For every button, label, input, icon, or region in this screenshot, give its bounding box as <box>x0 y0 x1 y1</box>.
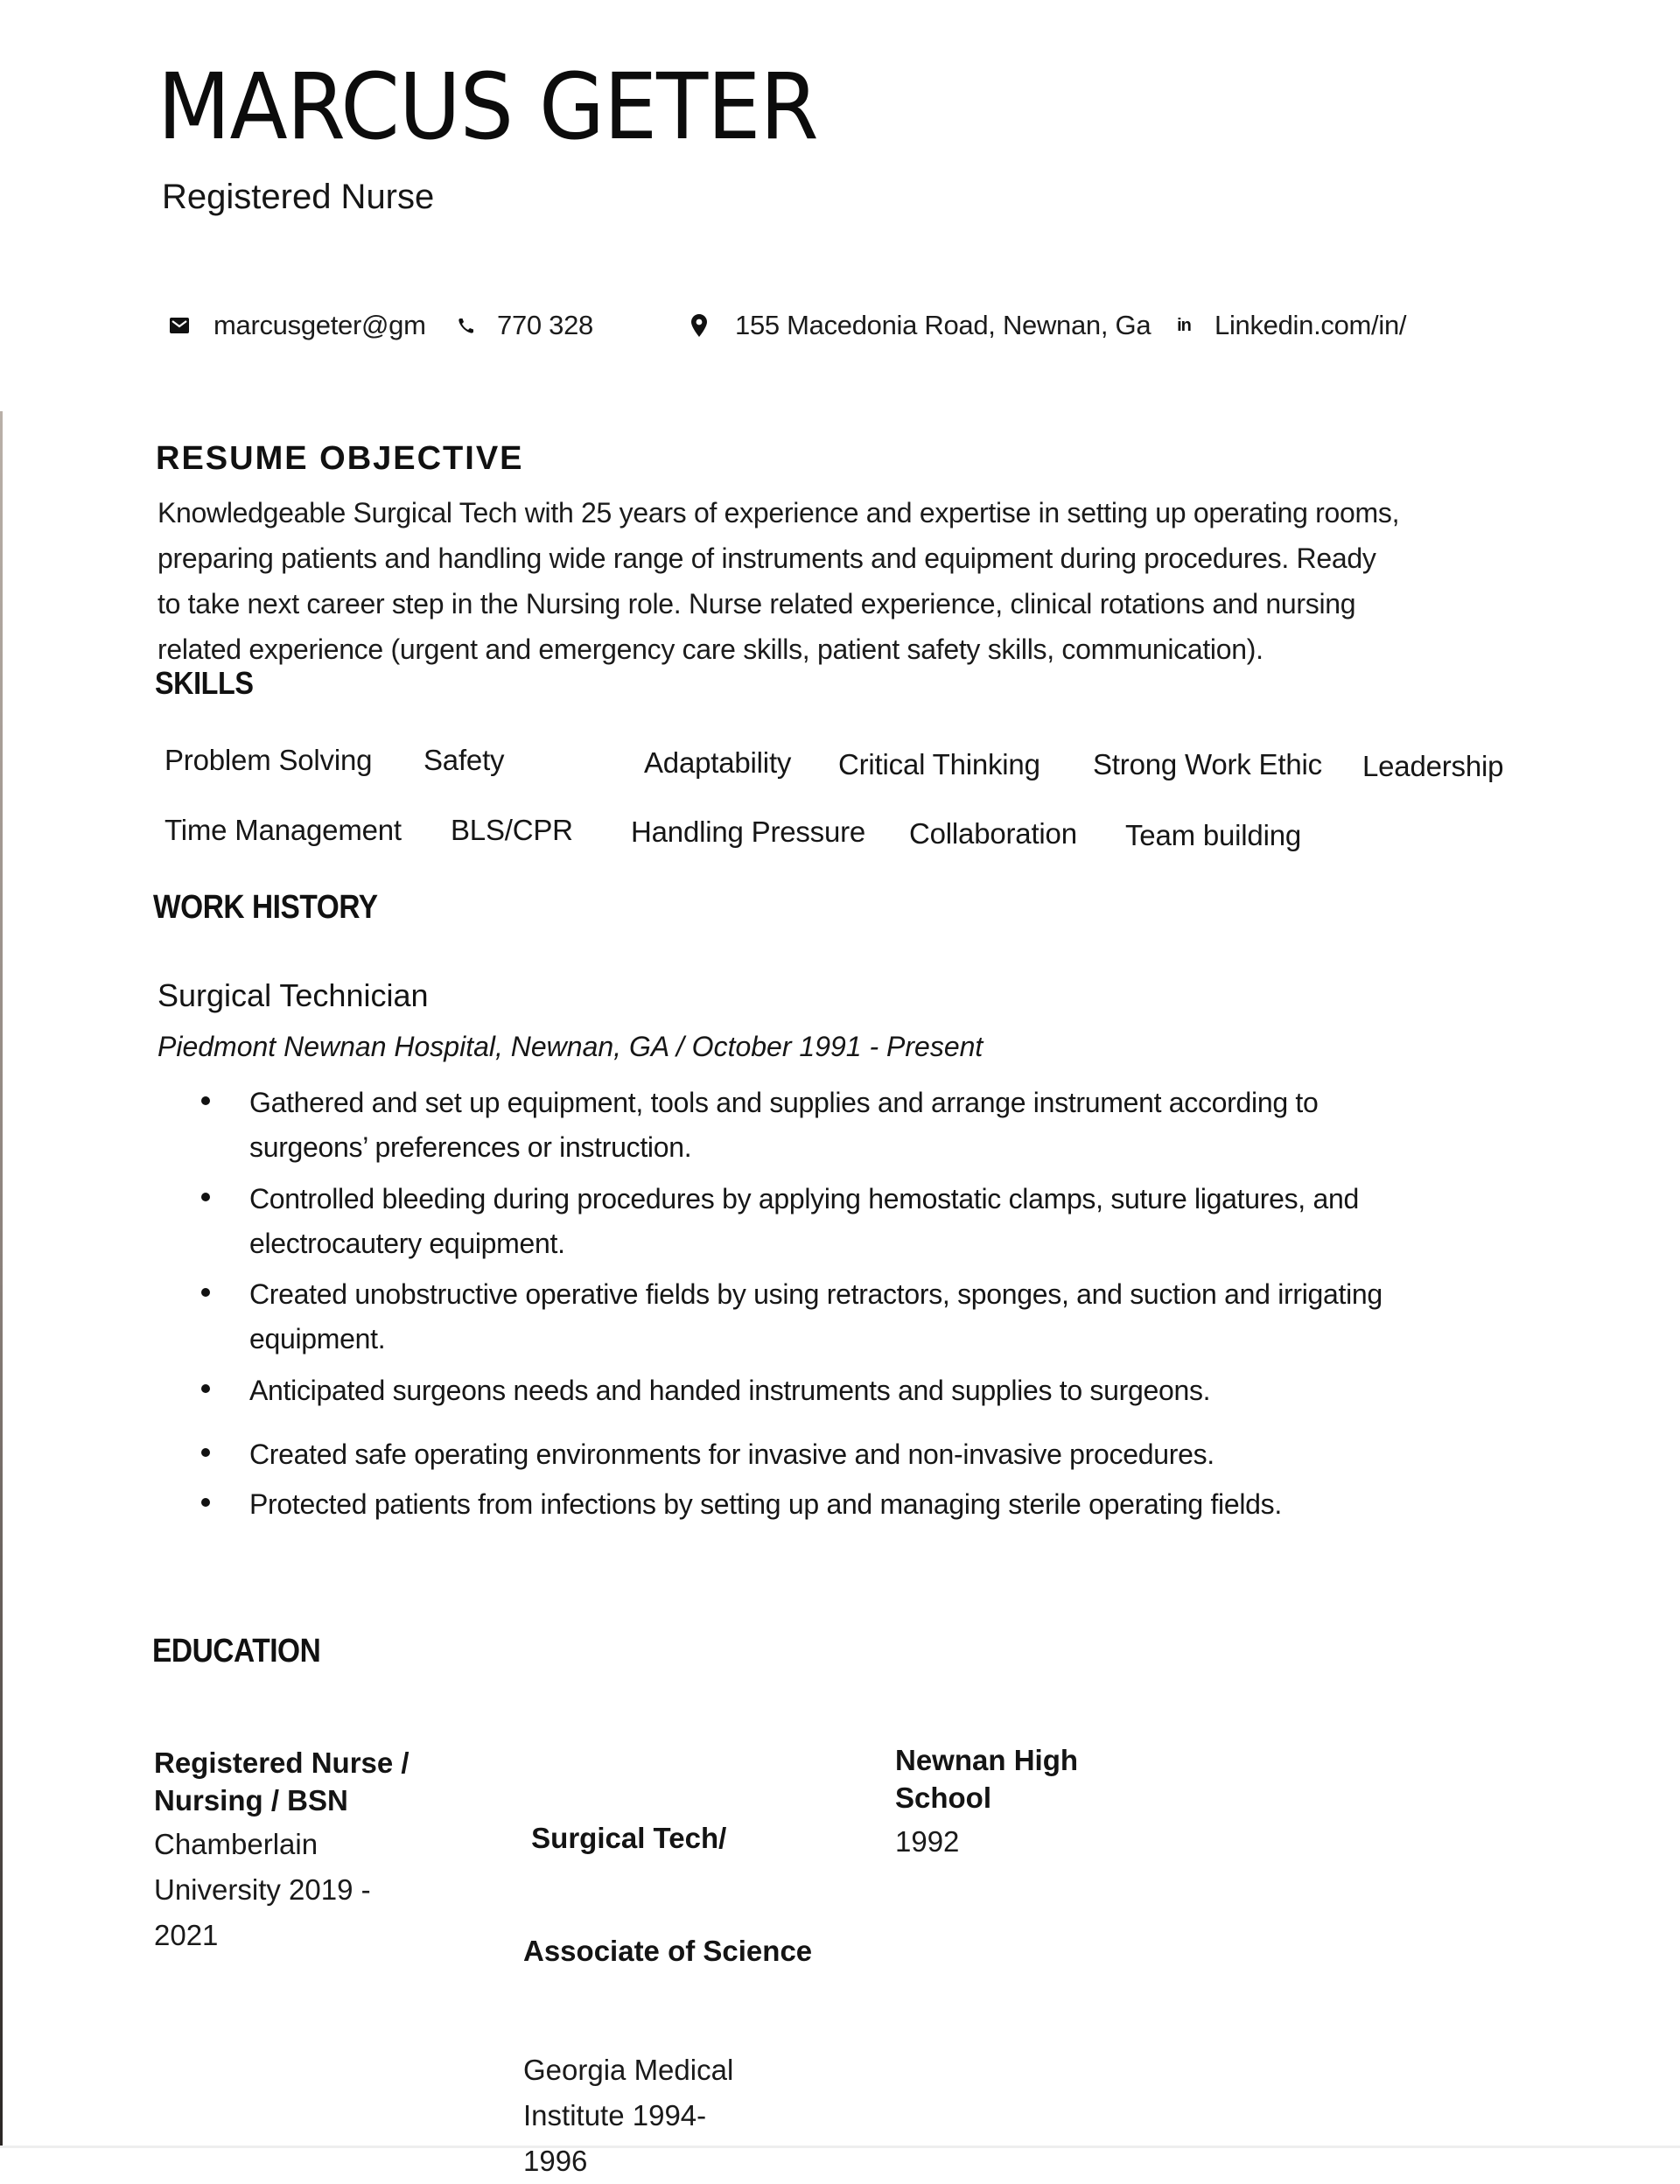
bullet-icon <box>201 1384 210 1393</box>
skills-heading: SKILLS <box>155 665 254 701</box>
bullet-line: Anticipated surgeons needs and handed instruments and supplies to surgeons. <box>249 1375 1211 1406</box>
skill-item: Leadership <box>1362 750 1504 782</box>
bullet-icon <box>201 1096 210 1105</box>
skill-item: Problem Solving <box>164 744 373 776</box>
bullet-line: Created safe operating environments for invasive and non-invasive procedures. <box>249 1438 1214 1470</box>
bullet-line: Controlled bleeding during procedures by applying hemostatic clamps, suture ligatures, and <box>249 1183 1359 1214</box>
education-degree <box>154 1744 486 1819</box>
degree-line: Associate of Science <box>523 1935 813 1967</box>
education-degree <box>895 1741 1228 1816</box>
education-school <box>154 1822 486 1958</box>
school-line: 1992 <box>895 1825 960 1858</box>
degree-line: Nursing / BSN <box>154 1784 348 1816</box>
bullet-icon <box>201 1288 210 1297</box>
skill-item: Handling Pressure <box>631 816 866 848</box>
education-degree <box>523 1744 856 2045</box>
address-text: 155 Macedonia Road, Newnan, Ga <box>735 310 1152 340</box>
contact-linkedin[interactable] <box>1172 306 1406 345</box>
skill-item: Critical Thinking <box>838 748 1040 780</box>
objective-heading: RESUME OBJECTIVE <box>156 440 524 477</box>
objective-line: preparing patients and handling wide range of instruments and equipment during procedures. Ready <box>158 542 1376 574</box>
map-pin-icon <box>688 314 710 337</box>
contact-phone[interactable] <box>455 306 593 345</box>
bullet-line: equipment. <box>249 1323 386 1354</box>
degree-line: School <box>895 1782 992 1814</box>
education-school <box>523 2048 856 2184</box>
linkedin-glyph: in <box>1177 315 1191 335</box>
bullet-line: Protected patients from infections by setting up and managing sterile operating fields. <box>249 1488 1282 1520</box>
candidate-name: MARCUS GETER <box>158 53 818 160</box>
phone-icon <box>455 314 478 337</box>
school-line: 1996 <box>523 2145 588 2177</box>
bullet-line: electrocautery equipment. <box>249 1228 565 1259</box>
contact-row <box>0 306 1680 350</box>
degree-line: Newnan High <box>895 1744 1079 1776</box>
job-employer-dates: Piedmont Newnan Hospital, Newnan, GA / October 1991 - Present <box>158 1031 984 1062</box>
education-school <box>895 1819 1228 1865</box>
skill-item: Safety <box>424 744 505 776</box>
bullet-line: surgeons’ preferences or instruction. <box>249 1131 692 1163</box>
contact-email[interactable] <box>168 306 426 345</box>
objective-line: related experience (urgent and emergency care skills, patient safety skills, communication). <box>158 634 1264 665</box>
skill-item: BLS/CPR <box>451 814 573 846</box>
bullet-line: Created unobstructive operative fields by using retractors, sponges, and suction and irrigating <box>249 1278 1382 1310</box>
school-line: 2021 <box>154 1919 219 1951</box>
education-entry <box>895 1741 1228 1865</box>
education-heading: EDUCATION <box>152 1633 321 1670</box>
phone-text: 770 328 <box>497 310 593 340</box>
degree-line: Registered Nurse / <box>154 1746 410 1779</box>
school-line: Chamberlain <box>154 1828 318 1860</box>
objective-line: to take next career step in the Nursing role. Nurse related experience, clinical rotations and nursing <box>158 588 1356 620</box>
scan-edge-shadow <box>0 411 3 2148</box>
skill-item: Adaptability <box>644 746 792 779</box>
email-text: marcusgeter@gm <box>214 310 426 340</box>
school-line: Georgia Medical <box>523 2054 734 2086</box>
objective-line: Knowledgeable Surgical Tech with 25 years of experience and expertise in setting up operating rooms, <box>158 497 1400 528</box>
contact-address <box>688 306 1151 345</box>
bullet-line: Gathered and set up equipment, tools and supplies and arrange instrument according to <box>249 1087 1319 1118</box>
linkedin-text[interactable]: Linkedin.com/in/ <box>1214 310 1407 340</box>
skill-item: Team building <box>1125 819 1302 851</box>
skill-item: Strong Work Ethic <box>1093 748 1322 780</box>
bullet-icon <box>201 1193 210 1201</box>
linkedin-icon <box>1172 314 1195 337</box>
education-entry <box>523 1744 856 2184</box>
bullet-icon <box>201 1498 210 1507</box>
work-history-heading: WORK HISTORY <box>153 889 378 926</box>
candidate-title: Registered Nurse <box>162 178 435 216</box>
envelope-icon <box>168 314 191 337</box>
skill-item: Time Management <box>164 814 402 846</box>
school-line: Institute 1994- <box>523 2099 707 2132</box>
skill-item: Collaboration <box>909 817 1077 850</box>
bullet-icon <box>201 1448 210 1457</box>
degree-line: Surgical Tech/ <box>523 1822 727 1854</box>
objective-paragraph <box>158 490 1488 672</box>
school-line: University 2019 - <box>154 1873 371 1906</box>
education-entry <box>154 1744 486 1958</box>
job-title: Surgical Technician <box>158 977 429 1013</box>
